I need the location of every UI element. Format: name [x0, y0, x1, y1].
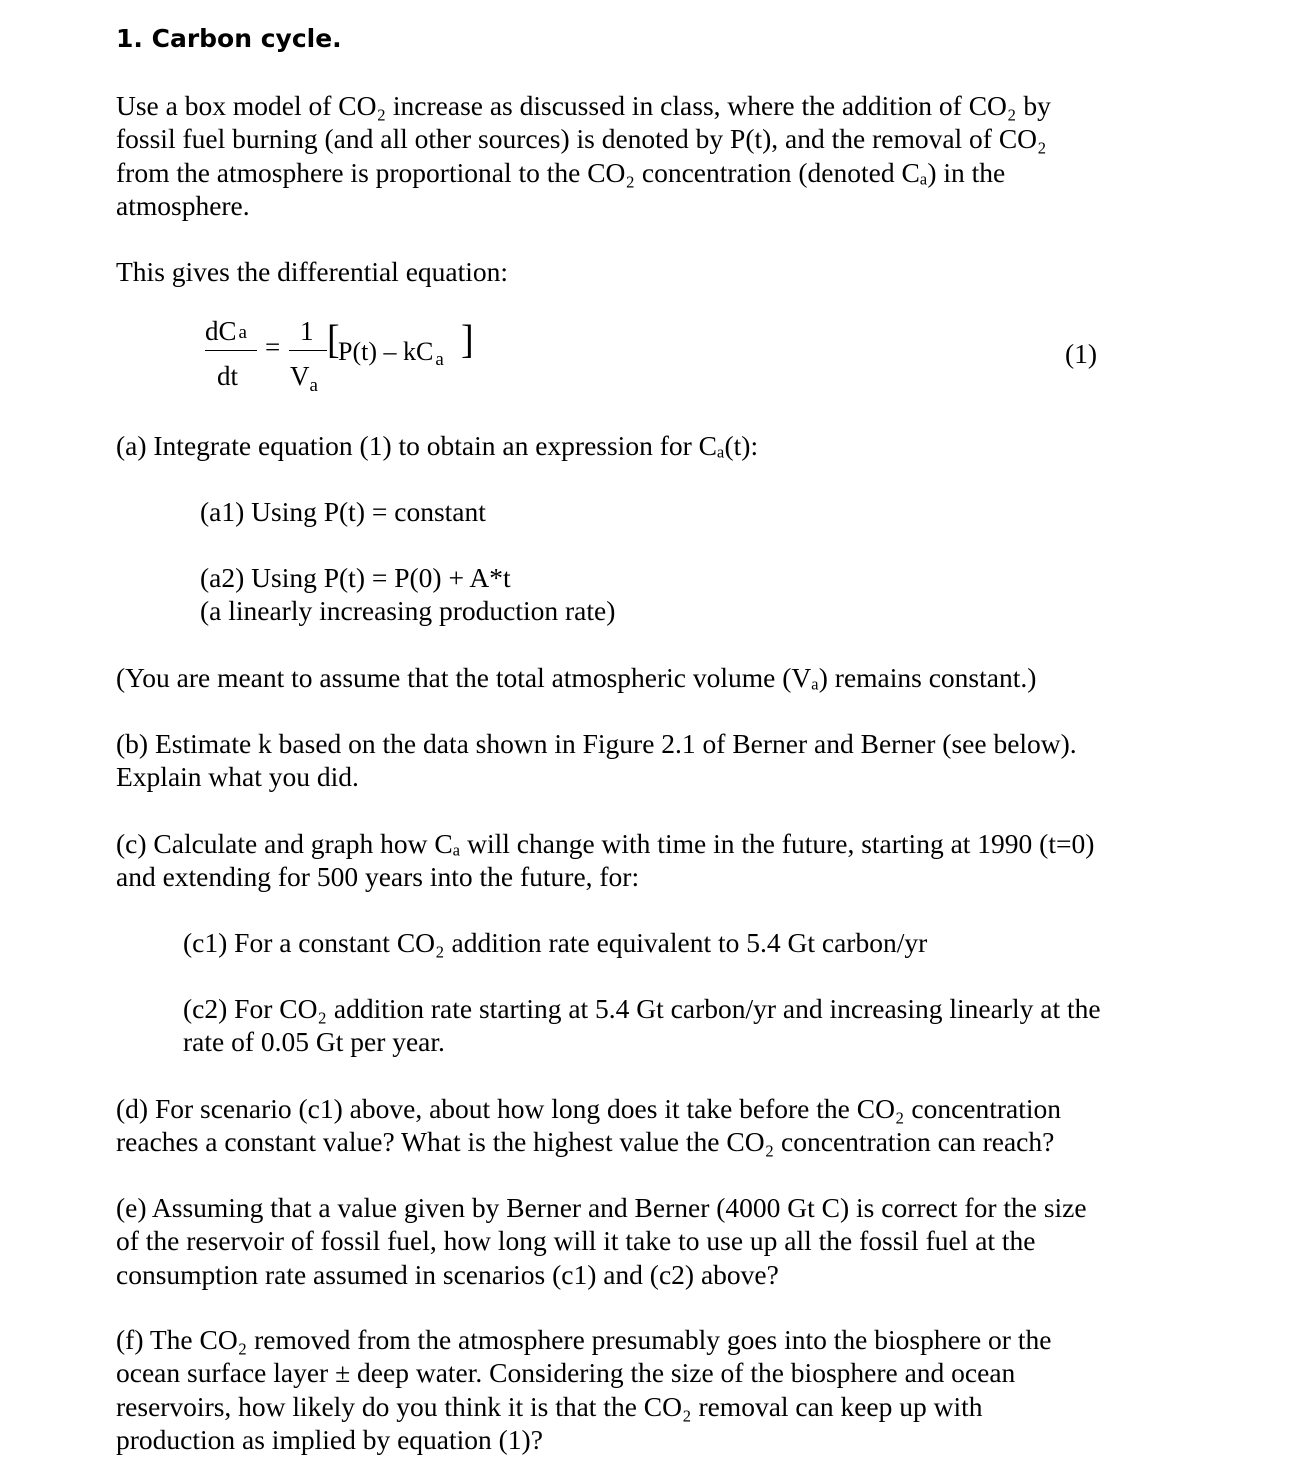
part-c1: (c1) For a constant CO₂ addition rate equivalent to 5.4 Gt carbon/yr	[183, 927, 928, 958]
part-c-line: and extending for 500 years into the future, for:	[116, 861, 640, 893]
part-f-line: (f) The CO₂ removed from the atmosphere presumably goes into the biosphere or the	[116, 1324, 1052, 1355]
intro-line: atmosphere.	[116, 189, 250, 221]
part-e-line: of the reservoir of fossil fuel, how long will it take to use up all the fossil fuel at the	[116, 1225, 1036, 1257]
part-c-line: (c) Calculate and graph how Cₐ will change with time in the future, starting at 1990 (t=0)	[116, 828, 1095, 859]
part-c2	[183, 992, 1101, 1059]
part-e	[116, 1191, 1087, 1291]
intro-line: fossil fuel burning (and all other sources) is denoted by P(t), and the removal of CO₂	[116, 123, 1047, 155]
section-heading: 1. Carbon cycle.	[116, 24, 342, 53]
intro-paragraph	[116, 89, 1051, 222]
lhs-fraction-bar	[205, 350, 257, 351]
assumption-note: (You are meant to assume that the total atmospheric volume (Vₐ) remains constant.)	[116, 662, 1037, 693]
bracket-content: P(t) – kC $_a$	[338, 337, 444, 370]
lhs-numerator: dC $_a$	[205, 316, 247, 346]
part-f-line: production as implied by equation (1)?	[116, 1423, 543, 1455]
open-bracket: [	[327, 317, 340, 363]
part-f-line: reservoirs, how likely do you think it is that the CO₂ removal can keep up with	[116, 1390, 983, 1422]
part-b-line: (b) Estimate k based on the data shown in Figure 2.1 of Berner and Berner (see below).	[116, 728, 1077, 759]
part-a2-line: (a2) Using P(t) = P(0) + A*t	[200, 562, 511, 593]
part-f	[116, 1323, 1051, 1456]
part-d-line: (d) For scenario (c1) above, about how long does it take before the CO₂ concentration	[116, 1093, 1062, 1124]
factor-fraction-bar	[289, 350, 327, 351]
part-c2-line: rate of 0.05 Gt per year.	[183, 1026, 445, 1058]
differential-equation	[205, 316, 505, 396]
intro-line: Use a box model of CO₂ increase as discussed in class, where the addition of CO₂ by	[116, 90, 1051, 121]
part-b-line: Explain what you did.	[116, 761, 359, 793]
close-bracket: ]	[461, 317, 474, 363]
part-a1: (a1) Using P(t) = constant	[200, 496, 486, 527]
intro-line: from the atmosphere is proportional to the CO₂ concentration (denoted Cₐ) in the	[116, 156, 1006, 188]
part-a-intro: (a) Integrate equation (1) to obtain an expression for Cₐ(t):	[116, 430, 759, 461]
factor-denominator: $V_a$	[290, 361, 318, 396]
part-a2	[200, 561, 615, 628]
factor-numerator: 1	[300, 316, 314, 346]
lhs-denominator: dt	[217, 361, 239, 391]
part-b	[116, 727, 1077, 794]
equals-sign: =	[265, 332, 281, 362]
gives-line: This gives the differential equation:	[116, 256, 509, 287]
part-c	[116, 827, 1094, 894]
part-c2-line: (c2) For CO₂ addition rate starting at 5.4 Gt carbon/yr and increasing linearly at the	[183, 993, 1101, 1024]
part-a2-line: (a linearly increasing production rate)	[200, 595, 616, 627]
equation-number: (1)	[1065, 338, 1098, 369]
part-f-line: ocean surface layer ± deep water. Considering the size of the biosphere and ocean	[116, 1357, 1016, 1389]
part-d-line: reaches a constant value? What is the highest value the CO₂ concentration can reach?	[116, 1126, 1055, 1158]
part-d	[116, 1092, 1061, 1159]
part-e-line: (e) Assuming that a value given by Berner and Berner (4000 Gt C) is correct for the size	[116, 1192, 1087, 1223]
part-e-line: consumption rate assumed in scenarios (c1) and (c2) above?	[116, 1258, 779, 1290]
